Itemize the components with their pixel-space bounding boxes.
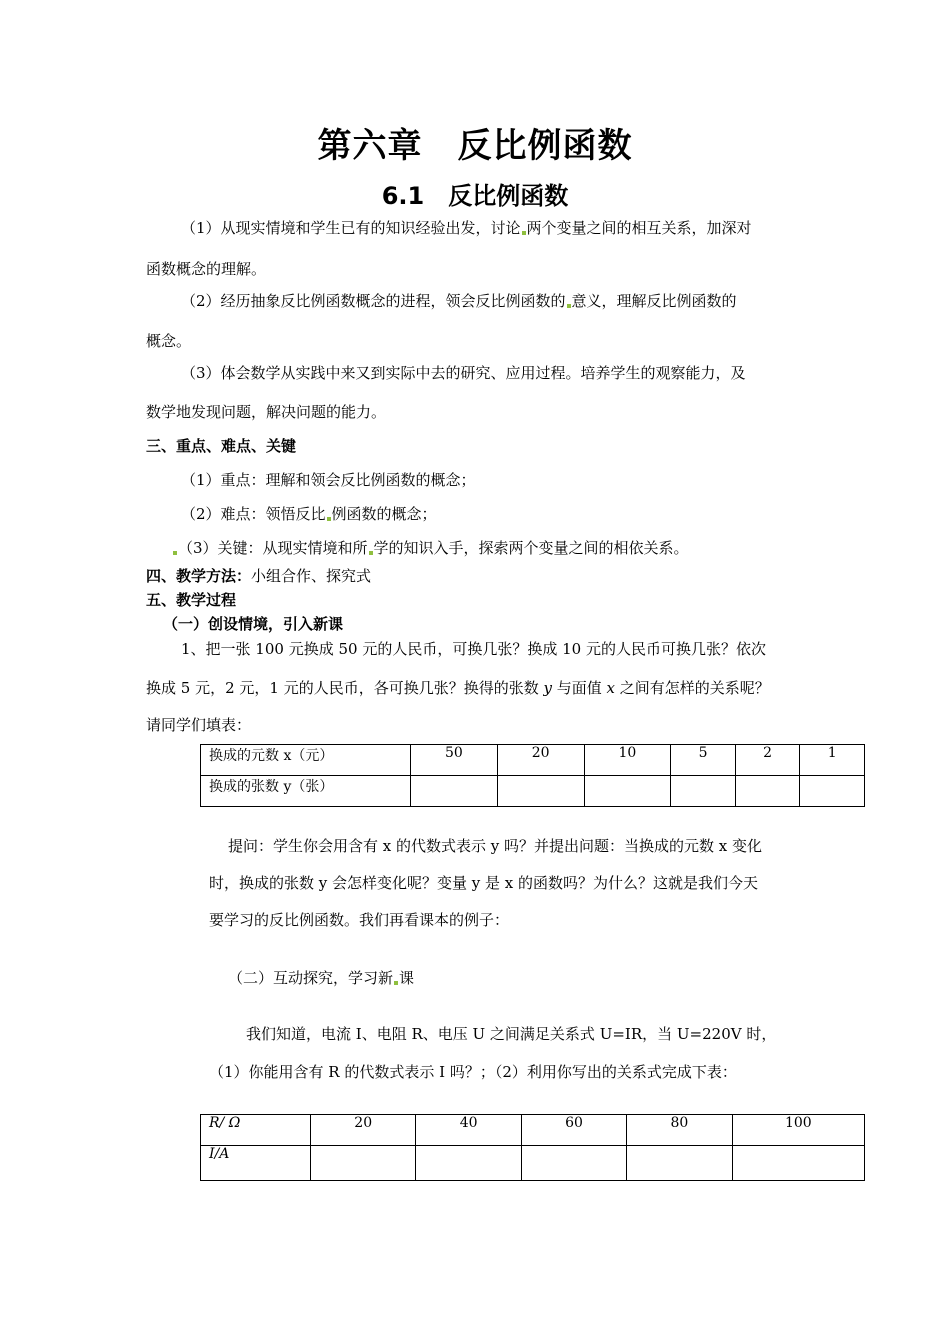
table-cell: 20: [497, 745, 584, 776]
difficulty: （2）难点：领悟反比 例函数的概念；: [181, 505, 437, 523]
question-1-line-3: 请同学们填表：: [146, 716, 252, 734]
table-row: [201, 1146, 865, 1181]
marker-icon: [327, 517, 331, 521]
table-cell[interactable]: [627, 1146, 732, 1181]
table-cell: 40: [416, 1115, 521, 1146]
marker-icon: [173, 551, 177, 555]
section-4: 四、教学方法：小组合作、探究式: [146, 567, 372, 585]
section-5-heading: 五、教学过程: [146, 591, 237, 609]
table-cell: I/A: [201, 1146, 311, 1181]
table-cell: 80: [627, 1115, 732, 1146]
question-1-line-2: 换成 5 元，2 元，1 元的人民币，各可换几张？换得的张数 y 与面值 x 之间有怎样的关系呢？: [146, 679, 770, 697]
question-prompt-line-2: 时，换成的张数 y 会怎样变化呢？变量 y 是 x 的函数吗？为什么？这就是我们今天: [209, 874, 759, 892]
table-cell[interactable]: [311, 1146, 416, 1181]
table-cell: 60: [521, 1115, 626, 1146]
section-3-heading: 三、重点、难点、关键: [146, 437, 297, 455]
objective-1-line-1: （1）从现实情境和学生已有的知识经验出发，讨论 两个变量之间的相互关系，加深对: [181, 219, 752, 237]
ohm-law-questions: （1）你能用含有 R 的代数式表示 I 吗？；（2）利用你写出的关系式完成下表：: [209, 1063, 737, 1081]
objective-3-line-1: （3）体会数学从实践中来又到实际中去的研究、应用过程。培养学生的观察能力，及: [181, 364, 746, 382]
question-prompt-line-1: 提问：学生你会用含有 x 的代数式表示 y 吗？并提出问题：当换成的元数 x 变化: [228, 837, 763, 855]
table-cell: 10: [584, 745, 671, 776]
table-cell: 换成的张数 y（张）: [201, 776, 411, 807]
table-cell: 50: [411, 745, 498, 776]
table-cell[interactable]: [732, 1146, 864, 1181]
marker-icon: [567, 304, 571, 308]
table-cell: 100: [732, 1115, 864, 1146]
table-cell: 换成的元数 x（元）: [201, 745, 411, 776]
part-1-heading: （一）创设情境，引入新课: [163, 615, 344, 633]
question-1-line-1: 1、把一张 100 元换成 50 元的人民币，可换几张？换成 10 元的人民币可换几张？依次: [181, 640, 766, 658]
marker-icon: [522, 231, 526, 235]
table-cell[interactable]: [416, 1146, 521, 1181]
table-cell: 5: [671, 745, 736, 776]
marker-icon: [369, 551, 373, 555]
objective-2-line-1: （2）经历抽象反比例函数概念的进程，领会反比例函数的 意义，理解反比例函数的: [181, 292, 737, 310]
table-row: [201, 1115, 865, 1146]
key-item: （3）关键：从现实情境和所 学的知识入手，探索两个变量之间的相依关系。: [172, 537, 689, 558]
table-cell[interactable]: [671, 776, 736, 807]
ohm-law-text: 我们知道，电流 I、电阻 R、电压 U 之间满足关系式 U=IR，当 U=220V 时，: [246, 1025, 777, 1043]
table-cell[interactable]: [521, 1146, 626, 1181]
table-cell[interactable]: [735, 776, 800, 807]
section-title: 6.1 反比例函数: [381, 182, 569, 210]
chapter-title: 第六章 反比例函数: [317, 126, 633, 166]
table-cell: R/ Ω: [201, 1115, 311, 1146]
key-point: （1）重点：理解和领会反比例函数的概念；: [181, 471, 476, 489]
table-cell[interactable]: [584, 776, 671, 807]
table-cell[interactable]: [411, 776, 498, 807]
question-prompt-line-3: 要学习的反比例函数。我们再看课本的例子：: [209, 911, 510, 929]
table-cell: 1: [800, 745, 865, 776]
table-cell: 2: [735, 745, 800, 776]
objective-3-line-2: 数学地发现问题，解决问题的能力。: [146, 403, 387, 421]
objective-1-line-2: 函数概念的理解。: [146, 260, 267, 278]
table-cell[interactable]: [497, 776, 584, 807]
table-row: [201, 745, 865, 776]
table-cell: 20: [311, 1115, 416, 1146]
table-row: [201, 776, 865, 807]
resistance-table: [200, 1114, 865, 1181]
objective-2-line-2: 概念。: [146, 332, 192, 350]
marker-icon: [394, 981, 398, 985]
exchange-table: [200, 744, 865, 807]
part-2-heading: （二）互动探究，学习新 课: [228, 969, 415, 987]
table-cell[interactable]: [800, 776, 865, 807]
